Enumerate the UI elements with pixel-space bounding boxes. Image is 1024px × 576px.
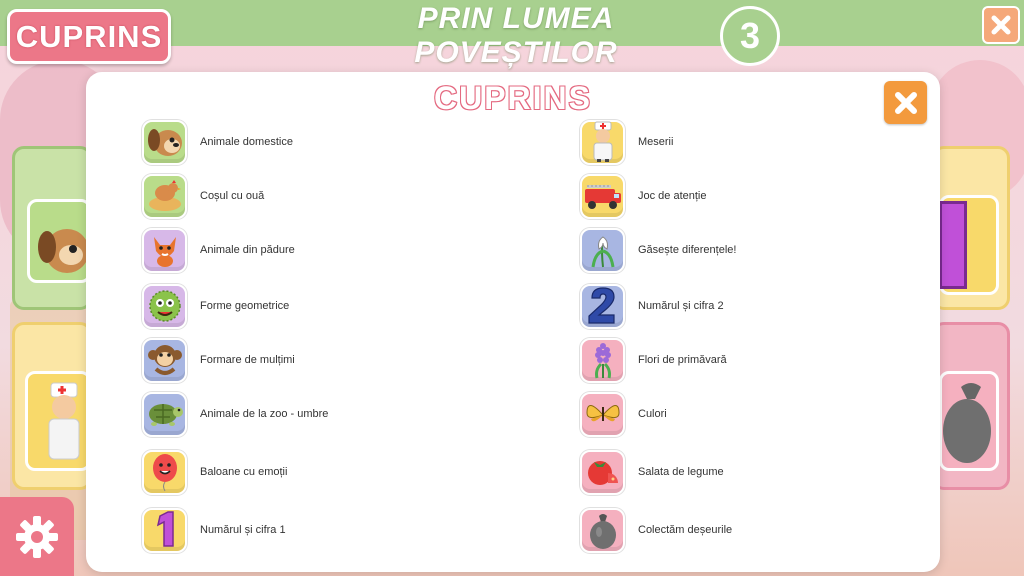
turtle-icon <box>142 392 187 437</box>
list-item-label: Joc de atenție <box>638 190 707 202</box>
list-item-label: Animale din pădure <box>200 244 295 256</box>
monkey-icon <box>142 338 187 383</box>
hyacinth-icon <box>580 338 625 383</box>
cuprins-menu-label: CUPRINS <box>15 18 163 54</box>
fire-truck-icon <box>580 174 625 219</box>
game-card[interactable] <box>12 322 92 490</box>
level-badge: 3 <box>720 6 780 66</box>
list-item-animale-de-la-zoo-umbre[interactable] <box>142 390 522 438</box>
balloon-icon <box>142 450 187 495</box>
list-item-label: Găsește diferențele! <box>638 244 737 256</box>
dog-icon <box>142 120 187 165</box>
number-two-icon <box>580 284 625 329</box>
list-item-label: Numărul și cifra 1 <box>200 524 286 536</box>
list-item-label: Forme geometrice <box>200 300 290 312</box>
list-item-salata-de-legume[interactable] <box>580 448 960 496</box>
list-item-label: Animale domestice <box>200 136 293 148</box>
list-item-label: Coșul cu ouă <box>200 190 265 202</box>
list-item-cosul-cu-oua[interactable] <box>142 172 522 220</box>
close-icon <box>990 14 1012 36</box>
list-item-culori[interactable] <box>580 390 960 438</box>
list-item-formare-de-multimi[interactable] <box>142 336 522 384</box>
close-icon <box>893 90 919 116</box>
fox-icon <box>142 228 187 273</box>
list-item-meserii[interactable] <box>580 118 960 166</box>
list-item-numarul-si-cifra-1[interactable] <box>142 506 522 554</box>
doctor-icon <box>37 379 87 469</box>
list-item-animale-din-padure[interactable] <box>142 226 522 274</box>
settings-button[interactable] <box>0 497 74 576</box>
gear-icon <box>14 514 60 560</box>
list-item-animale-domestice[interactable] <box>142 118 522 166</box>
list-item-forme-geometrice[interactable] <box>142 282 522 330</box>
list-item-label: Numărul și cifra 2 <box>638 300 724 312</box>
cuprins-menu-button[interactable] <box>7 9 171 64</box>
list-item-baloane-cu-emotii[interactable] <box>142 448 522 496</box>
list-item-label: Animale de la zoo - umbre <box>200 408 329 420</box>
list-item-flori-de-primavara[interactable] <box>580 336 960 384</box>
tomato-icon <box>580 450 625 495</box>
list-item-label: Formare de mulțimi <box>200 354 295 366</box>
list-item-label: Salata de legume <box>638 466 724 478</box>
list-item-gaseste-diferentele[interactable] <box>580 226 960 274</box>
hen-basket-icon <box>142 174 187 219</box>
butterfly-icon <box>580 392 625 437</box>
doctor-icon <box>580 120 625 165</box>
list-item-label: Colectăm deșeurile <box>638 524 733 536</box>
list-item-label: Flori de primăvară <box>638 354 727 366</box>
list-item-label: Meserii <box>638 136 674 148</box>
list-item-label: Baloane cu emoții <box>200 466 288 478</box>
number-one-icon <box>142 508 187 553</box>
list-item-joc-de-atentie[interactable] <box>580 172 960 220</box>
list-item-colectam-deseurile[interactable] <box>580 506 960 554</box>
snowdrop-icon <box>580 228 625 273</box>
app-title: PRIN LUMEA POVEȘTILOR <box>414 2 618 69</box>
list-item-label: Culori <box>638 408 667 420</box>
green-monster-icon <box>142 284 187 329</box>
top-close-button[interactable] <box>982 6 1020 44</box>
trash-bag-icon <box>580 508 625 553</box>
modal-title: CUPRINS <box>433 80 592 116</box>
list-item-numarul-si-cifra-2[interactable] <box>580 282 960 330</box>
dog-icon <box>33 219 89 279</box>
contents-modal <box>86 72 940 572</box>
game-card[interactable] <box>12 146 92 310</box>
